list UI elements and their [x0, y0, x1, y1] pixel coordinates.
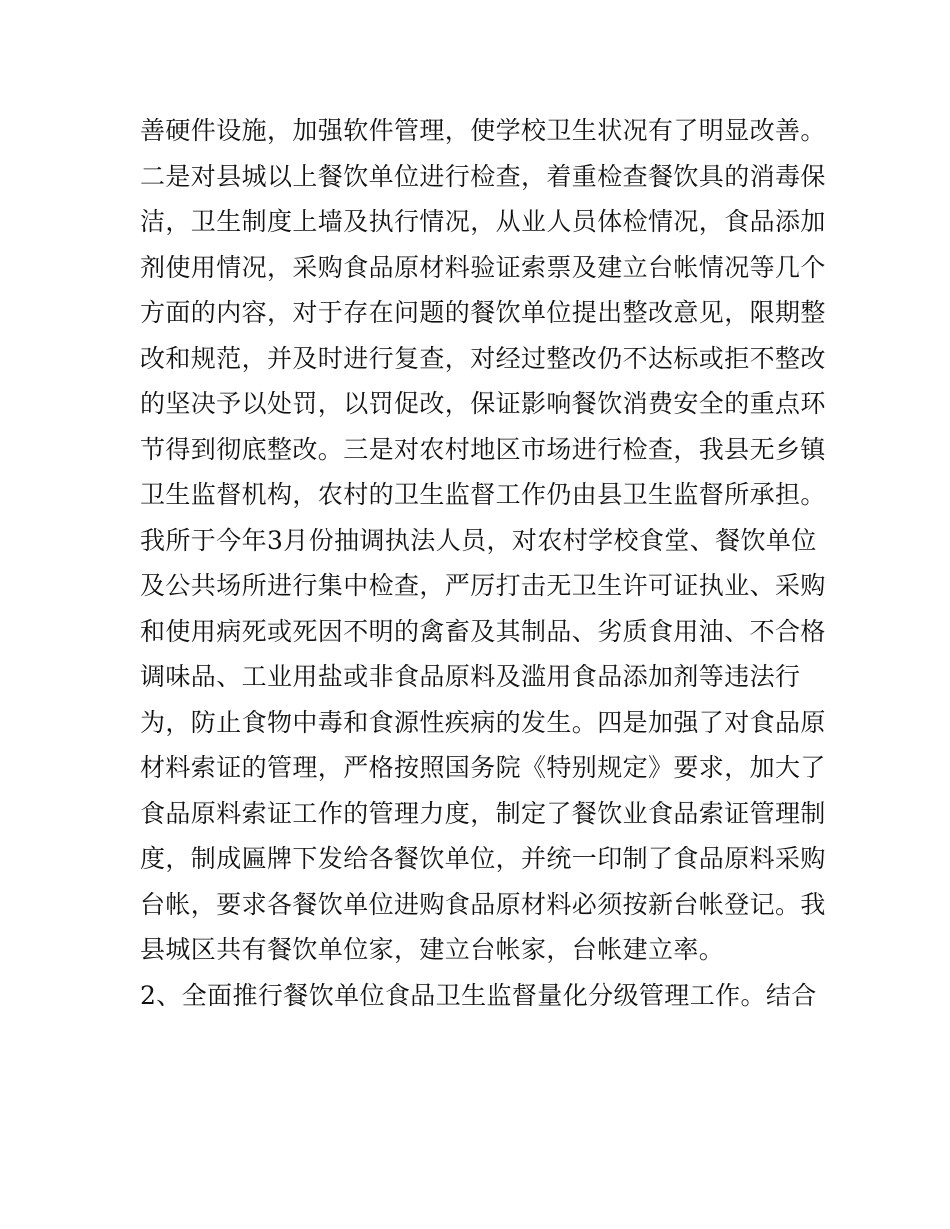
text-line: 善硬件设施，加强软件管理，使学校卫生状况有了明显改善。 — [140, 116, 826, 145]
text-line: 剂使用情况，采购食品原材料验证索票及建立台帐情况等几个 — [140, 252, 826, 282]
text-line: 度，制成匾牌下发给各餐饮单位，并统一印制了食品原料采购 — [140, 844, 826, 873]
text-line: 洁，卫生制度上墙及执行情况，从业人员体检情况，食品添加 — [140, 207, 826, 236]
section-heading-line: 2、全面推行餐饮单位食品卫生监督量化分级管理工作。结合 — [140, 980, 817, 1010]
text-line: 节得到彻底整改。三是对农村地区市场进行检查，我县无乡镇 — [140, 434, 826, 464]
body-text — [140, 108, 826, 1018]
text-line: 食品原料索证工作的管理力度，制定了餐饮业食品索证管理制 — [140, 798, 826, 828]
text-line: 改和规范，并及时进行复查，对经过整改仍不达标或拒不整改 — [140, 343, 826, 373]
text-line: 二是对县城以上餐饮单位进行检查，着重检查餐饮具的消毒保 — [140, 161, 826, 191]
text-line: 调味品、工业用盐或非食品原料及滥用食品添加剂等违法行 — [140, 662, 801, 691]
text-line: 县城区共有餐饮单位家，建立台帐家，台帐建立率。 — [140, 935, 725, 964]
text-line: 及公共场所进行集中检查，严厉打击无卫生许可证执业、采购 — [140, 571, 826, 600]
text-line: 为，防止食物中毒和食源性疾病的发生。四是加强了对食品原 — [140, 707, 826, 737]
text-line: 的坚决予以处罚，以罚促改，保证影响餐饮消费安全的重点环 — [140, 389, 826, 418]
text-line: 材料索证的管理，严格按照国务院《特别规定》要求，加大了 — [140, 753, 826, 782]
text-line: 我所于今年3月份抽调执法人员，对农村学校食堂、餐饮单位 — [140, 525, 817, 555]
text-line: 方面的内容，对于存在问题的餐饮单位提出整改意见，限期整 — [140, 298, 826, 327]
text-line: 卫生监督机构，农村的卫生监督工作仍由县卫生监督所承担。 — [140, 480, 826, 509]
text-line: 台帐，要求各餐饮单位进购食品原材料必须按新台帐登记。我 — [140, 889, 826, 919]
text-line: 和使用病死或死因不明的禽畜及其制品、劣质食用油、不合格 — [140, 616, 826, 646]
